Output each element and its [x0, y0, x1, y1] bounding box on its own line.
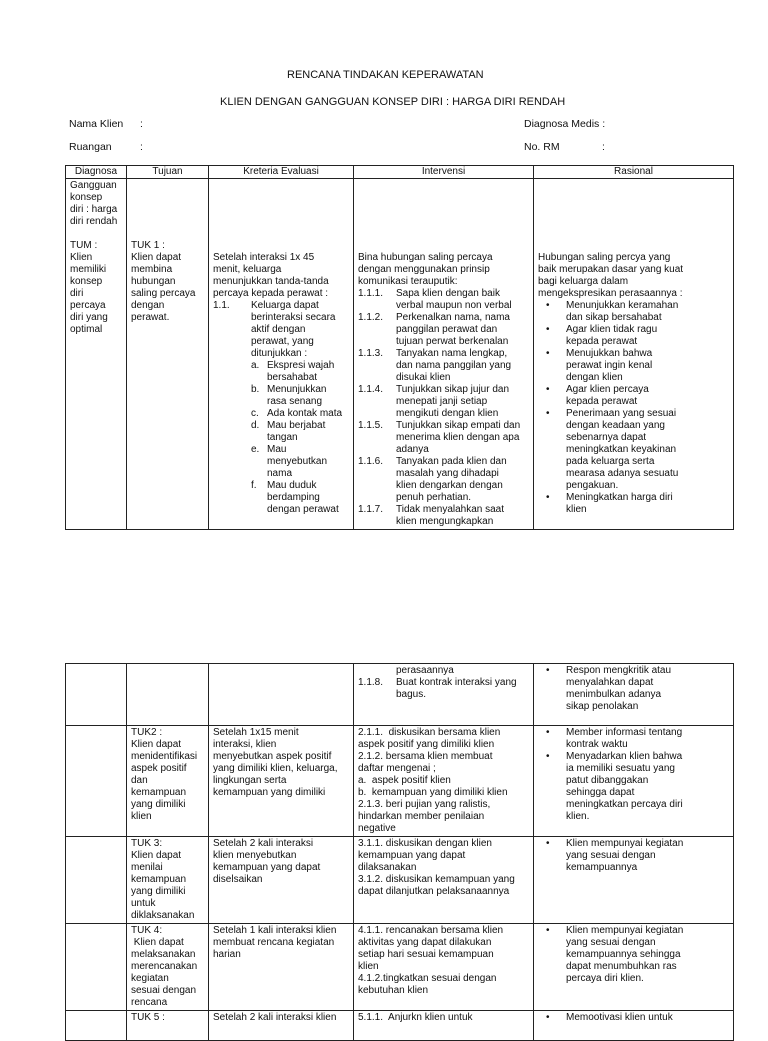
rasional-list: [538, 1012, 729, 1024]
no-rm-colon: :: [602, 141, 605, 153]
intervensi-number: 1.1.5.: [358, 420, 384, 431]
rasional-item: • Meningkatkan harga diri klien: [566, 492, 729, 516]
intervensi-text: 4.1.1. rencanakan bersama klien aktivitas yang dapat dilakukan setiap hari sesuai kemampuan klien 4.1.2.tingkatkan sesuai dengan kebutuhan klien: [358, 925, 504, 996]
document-title: RENCANA TINDAKAN KEPERAWATAN: [287, 69, 484, 81]
nama-klien-colon: :: [140, 118, 143, 130]
kriteria-subitem: [213, 444, 349, 480]
intervensi-item: [358, 456, 529, 504]
kriteria-cell: [209, 1011, 354, 1041]
subitem-text: Mau berjabat tangan: [267, 420, 326, 443]
table-row: [66, 664, 734, 726]
rasional-item: • Menyadarkan klien bahwa ia memiliki sesuatu yang patut dibanggakan sehingga dapat meningkatkan percaya diri klien.: [566, 751, 729, 823]
kriteria-text: Setelah 1 kali interaksi klien membuat rencana kegiatan harian: [213, 925, 337, 960]
kriteria-subitem: [213, 360, 349, 384]
tujuan-cell: [127, 664, 209, 726]
intervensi-text: Sapa klien dengan baik verbal maupun non verbal: [396, 288, 512, 311]
subitem-letter: d.: [251, 420, 260, 431]
intervensi-number: 1.1.3.: [358, 348, 384, 359]
subitem-text: Mau duduk berdamping dengan perawat: [267, 480, 339, 515]
rasional-intro: Hubungan saling percya yang baik merupakan dasar yang kuat bagi keluarga dalam mengekspresikan perasaannya :: [538, 252, 684, 299]
rasional-list: [538, 925, 729, 985]
intervensi-item: [358, 312, 529, 348]
intervensi-text: Tanyakan pada klien dan masalah yang dihadapi klien dengarkan dengan penuh perhatian.: [396, 456, 507, 503]
intervensi-number: 1.1.1.: [358, 288, 384, 299]
intervensi-cell: [354, 726, 534, 837]
rasional-item: • Penerimaan yang sesuai dengan keadaan yang sebenarnya dapat meningkatkan keyakinan pada keluarga serta mearasa adanya sesuatu pengakuan.: [566, 408, 729, 492]
intervensi-text: Tunjukkan sikap empati dan menerima klien dengan apa adanya: [396, 420, 521, 455]
header-intervensi: Intervensi: [354, 166, 534, 179]
table-row: [66, 837, 734, 924]
kriteria-item: [213, 300, 349, 360]
kriteria-cell: [209, 837, 354, 924]
rasional-item: • Klien mempunyai kegiatan yang sesuai dengan kemampuannya sehingga dapat menumbuhkan ras percaya diri klien.: [566, 925, 729, 985]
tujuan-cell: [127, 179, 209, 530]
no-rm-label: No. RM: [524, 141, 560, 153]
ruangan-label: Ruangan: [69, 141, 112, 153]
rasional-list: [538, 727, 729, 823]
kriteria-cell: [209, 924, 354, 1011]
rasional-list: [538, 665, 729, 713]
diagnosa-cell: [66, 1011, 127, 1041]
intervensi-number: 1.1.6.: [358, 456, 384, 467]
tujuan-cell: [127, 726, 209, 837]
intervensi-cell: [354, 664, 534, 726]
tujuan-cell: [127, 837, 209, 924]
rasional-item: • Member informasi tentang kontrak waktu: [566, 727, 729, 751]
diagnosa-cell: [66, 726, 127, 837]
kriteria-cell: [209, 664, 354, 726]
intervensi-number: 1.1.2.: [358, 312, 384, 323]
kriteria-cell: [209, 179, 354, 530]
rasional-item: • Klien mempunyai kegiatan yang sesuai dengan kemampuannya: [566, 838, 729, 874]
intervensi-intro: Bina hubungan saling percaya dengan menggunakan prinsip komunikasi terauputik:: [358, 252, 493, 287]
intervensi-text: Buat kontrak interaksi yang bagus.: [396, 677, 517, 700]
intervensi-cell: [354, 924, 534, 1011]
rasional-list: [538, 300, 729, 516]
header-rasional: Rasional: [534, 166, 734, 179]
rasional-cell: [534, 837, 734, 924]
kriteria-subitem: [213, 384, 349, 408]
rasional-list: [538, 838, 729, 874]
intervensi-text: Tidak menyalahkan saat klien mengungkapkan: [396, 504, 505, 527]
intervensi-item: [358, 348, 529, 384]
rasional-item: • Menujukkan bahwa perawat ingin kenal dengan klien: [566, 348, 729, 384]
header-diagnosa: Diagnosa: [66, 166, 127, 179]
intervensi-text: 2.1.1. diskusikan bersama klien aspek positif yang dimiliki klien 2.1.2. bersama klien membuat daftar mengenai ; a. aspek positif klien b. kemampuan yang dimiliki klien 2.1.3. beri pujian yang ralistis, hindarkan member penilaian negative: [358, 727, 508, 834]
table-row: [66, 1011, 734, 1041]
intervensi-cell: [354, 837, 534, 924]
kriteria-subitem: [213, 408, 349, 420]
table-header-row: [66, 166, 734, 179]
intervensi-item: [358, 677, 529, 701]
tujuan-text: TUK2 : Klien dapat menidentifikasi aspek positif dan kemampuan yang dimiliki klien: [131, 727, 198, 822]
subitem-letter: f.: [251, 480, 257, 491]
tujuan-text: TUK 5 :: [131, 1012, 165, 1023]
diagnosa-cell: [66, 924, 127, 1011]
tujuan-cell: [127, 1011, 209, 1041]
diagnosa-text: Gangguan konsep diri : harga diri rendah TUM : Klien memiliki konsep diri percaya diri yang optimal: [70, 180, 118, 335]
intervensi-cell: [354, 1011, 534, 1041]
table-row: [66, 726, 734, 837]
diagnosa-cell: [66, 664, 127, 726]
rasional-cell: [534, 924, 734, 1011]
kriteria-subitem: [213, 420, 349, 444]
rasional-item: • Agar klien percaya kepada perawat: [566, 384, 729, 408]
rasional-item: • Menunjukkan keramahan dan sikap bersahabat: [566, 300, 729, 324]
rasional-cell: [534, 664, 734, 726]
document-subtitle: KLIEN DENGAN GANGGUAN KONSEP DIRI : HARGA DIRI RENDAH: [220, 96, 566, 108]
subitem-letter: a.: [251, 360, 260, 371]
subitem-text: Mau menyebutkan nama: [267, 444, 328, 479]
intervensi-item: [358, 288, 529, 312]
kriteria-sublist: [213, 360, 349, 516]
rasional-cell: [534, 1011, 734, 1041]
kriteria-text: Setelah 2 kali interaksi klien: [213, 1012, 337, 1023]
care-plan-table-page2: [65, 663, 734, 1041]
subitem-text: Ekspresi wajah bersahabat: [267, 360, 335, 383]
header-tujuan: Tujuan: [127, 166, 209, 179]
intervensi-text: Perkenalkan nama, nama panggilan perawat dan tujuan perwat berkenalan: [396, 312, 510, 347]
intervensi-text: 5.1.1. Anjurkn klien untuk: [358, 1012, 473, 1023]
care-plan-table-page1: [65, 165, 734, 530]
kriteria-text: Setelah 1x15 menit interaksi, klien menyebutkan aspek positif yang dimiliki klien, keluarga, lingkungan serta kemampuan yang dimiliki: [213, 727, 338, 798]
tujuan-text: TUK 1 : Klien dapat membina hubungan saling percaya dengan perawat.: [131, 240, 196, 323]
rasional-item: • Memootivasi klien untuk: [566, 1012, 729, 1024]
diagnosa-medis-label: Diagnosa Medis :: [524, 118, 606, 130]
subitem-letter: b.: [251, 384, 260, 395]
nama-klien-label: Nama Klien: [69, 118, 124, 130]
intervensi-cell: [354, 179, 534, 530]
kriteria-subitem: [213, 480, 349, 516]
table-row: [66, 179, 734, 530]
intervensi-item: [358, 504, 529, 528]
table-row: [66, 924, 734, 1011]
subitem-letter: c.: [251, 408, 259, 419]
intervensi-text: Tanyakan nama lengkap, dan nama panggilan yang disukai klien: [396, 348, 512, 383]
intervensi-continued: perasaannya: [396, 665, 454, 676]
ruangan-colon: :: [140, 141, 143, 153]
intervensi-text: Tunjukkan sikap jujur dan menepati janji setiap mengikuti dengan klien: [396, 384, 510, 419]
kriteria-number: 1.1.: [213, 300, 230, 311]
kriteria-intro: Setelah interaksi 1x 45 menit, keluarga menunjukkan tanda-tanda percaya kepada perawat :: [213, 252, 329, 299]
kriteria-text: Setelah 2 kali interaksi klien menyebutkan kemampuan yang dapat diselsaikan: [213, 838, 321, 885]
intervensi-number: 1.1.7.: [358, 504, 384, 515]
intervensi-item: [358, 420, 529, 456]
rasional-cell: [534, 179, 734, 530]
diagnosa-cell: [66, 179, 127, 530]
diagnosa-cell: [66, 837, 127, 924]
subitem-text: Menunjukkan rasa senang: [267, 384, 327, 407]
intervensi-text: 3.1.1. diskusikan dengan klien kemampuan yang dapat dilaksanakan 3.1.2. diskusikan kemampuan yang dapat dilanjutkan pelaksanaannya: [358, 838, 515, 897]
rasional-item: • Respon mengkritik atau menyalahkan dapat menimbulkan adanya sikap penolakan: [566, 665, 729, 713]
intervensi-item: [358, 384, 529, 420]
intervensi-number: 1.1.4.: [358, 384, 384, 395]
rasional-item: • Agar klien tidak ragu kepada perawat: [566, 324, 729, 348]
intervensi-number: 1.1.8.: [358, 677, 384, 688]
subitem-text: Ada kontak mata: [267, 408, 343, 419]
tujuan-cell: [127, 924, 209, 1011]
tujuan-text: TUK 4: Klien dapat melaksanakan merencanakan kegiatan sesuai dengan rencana: [131, 925, 198, 1008]
rasional-cell: [534, 726, 734, 837]
header-kriteria: Kreteria Evaluasi: [209, 166, 354, 179]
tujuan-text: TUK 3: Klien dapat menilai kemampuan yang dimiliki untuk diklaksanakan: [131, 838, 195, 921]
subitem-letter: e.: [251, 444, 260, 455]
kriteria-item-text: Keluarga dapat berinteraksi secara aktif dengan perawat, yang ditunjukkan :: [251, 300, 336, 359]
kriteria-cell: [209, 726, 354, 837]
